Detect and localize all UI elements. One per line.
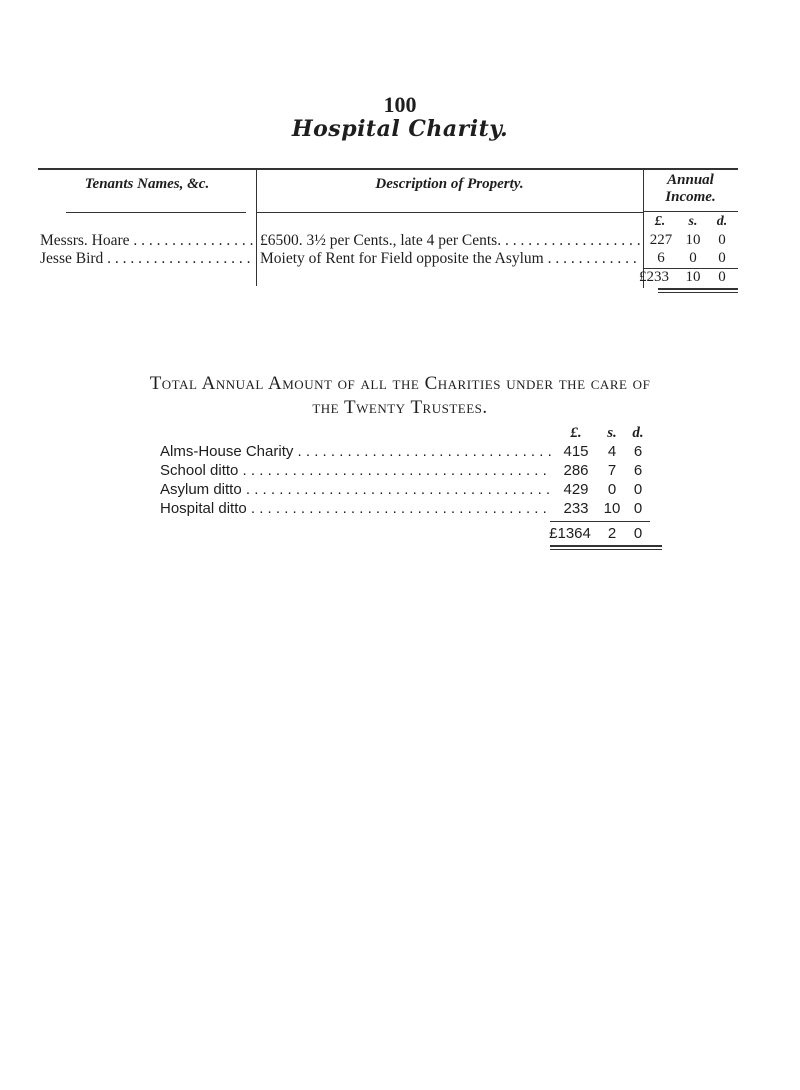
summary-row-pounds: 233	[563, 500, 589, 517]
summary-pence-header: d.	[632, 425, 644, 441]
header-tenants: Tenants Names, &c.	[84, 176, 210, 192]
table-top-rule	[38, 168, 738, 170]
page-heading: Hospital Charity.	[291, 116, 509, 142]
row-pounds: 6	[657, 250, 665, 266]
summary-row-pounds: 415	[563, 443, 589, 460]
header-rule	[643, 211, 738, 212]
total-pence: 0	[718, 269, 726, 285]
pounds-header: £.	[654, 214, 666, 229]
summary-row-pence: 0	[633, 481, 643, 498]
summary-row-shillings: 7	[607, 462, 617, 479]
summary-row-label: Hospital ditto . . .	[160, 500, 552, 517]
header-description: Description of Property.	[375, 176, 524, 192]
header-rule	[66, 212, 246, 213]
page-number: 100	[383, 92, 417, 117]
summary-total-shillings: 2	[607, 525, 617, 542]
table-row-tenant: Messrs. Hoare . . .	[40, 232, 254, 250]
table-row-description: Moiety of Rent for Field opposite the Asylum . . .	[260, 250, 640, 268]
summary-row-pence: 0	[633, 500, 643, 517]
row-shillings: 10	[685, 232, 701, 248]
summary-row-pence: 6	[633, 443, 643, 460]
summary-row-label: Alms-House Charity . . .	[160, 443, 552, 460]
row-pence: 0	[718, 250, 726, 266]
summary-title	[30, 372, 770, 420]
summary-double-rule	[550, 545, 662, 550]
table-row-description: £6500. 3½ per Cents., late 4 per Cents. . . .	[260, 232, 640, 250]
row-pounds: 227	[649, 232, 673, 248]
total-double-rule	[658, 288, 738, 293]
row-shillings: 0	[689, 250, 697, 266]
summary-shillings-header: s.	[607, 425, 617, 441]
summary-row-pence: 6	[633, 462, 643, 479]
table-row-tenant: Jesse Bird . . .	[40, 250, 254, 268]
summary-title-line2: the Twenty Trustees.	[312, 397, 488, 418]
summary-total-rule	[550, 521, 650, 522]
summary-total-pence: 0	[633, 525, 643, 542]
pence-header: d.	[716, 214, 728, 229]
summary-row-shillings: 10	[603, 500, 621, 517]
header-income: Annual Income.	[665, 172, 716, 205]
summary-row-shillings: 0	[607, 481, 617, 498]
row-pence: 0	[718, 232, 726, 248]
shillings-header: s.	[688, 214, 698, 229]
total-shillings: 10	[685, 269, 701, 285]
summary-row-shillings: 4	[607, 443, 617, 460]
summary-total-pounds: £1364	[549, 525, 591, 542]
summary-row-pounds: 429	[563, 481, 589, 498]
summary-row-pounds: 286	[563, 462, 589, 479]
header-rule	[256, 212, 643, 213]
summary-pounds-header: £.	[570, 425, 582, 441]
summary-title-line1: Total Annual Amount of all the Charities under the care of	[149, 373, 651, 394]
total-pounds: £233	[639, 269, 669, 285]
summary-row-label: School ditto . . .	[160, 462, 552, 479]
summary-row-label: Asylum ditto . . .	[160, 481, 552, 498]
